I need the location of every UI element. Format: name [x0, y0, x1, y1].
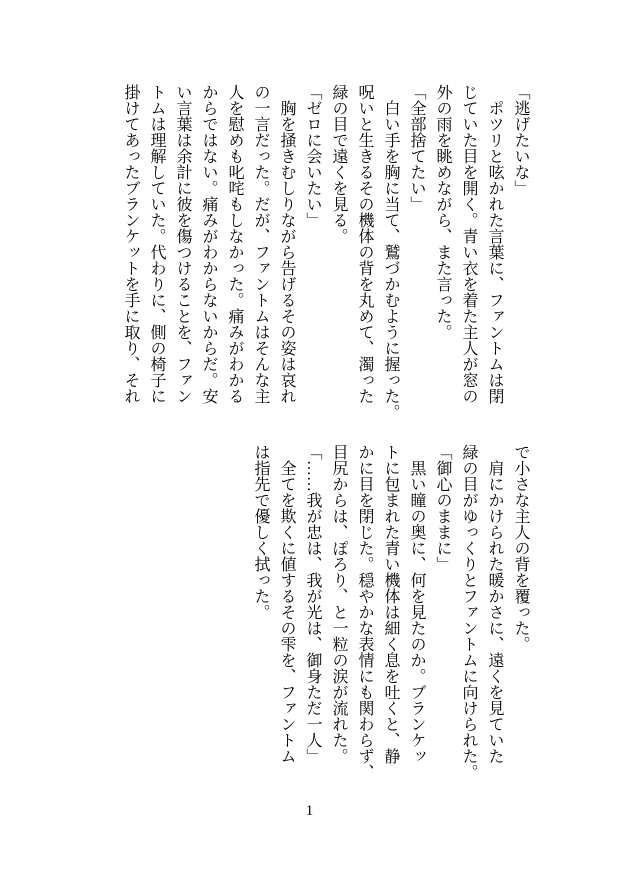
page-number: 1	[305, 803, 314, 819]
text-column: ポツリと呟かれた言葉に、ファントムは閉	[486, 84, 503, 404]
text-column: 黒い瞳の奥に、何を見たのか。ブランケッ	[408, 444, 425, 764]
text-column: 「ゼロに会いたい」	[304, 84, 321, 228]
text-column: 「……我が忠は、我が光は、御身ただ一人」	[304, 444, 321, 764]
text-column: 呪いと生きるその機体の背を丸めて、濁った	[356, 84, 373, 404]
text-column: 白い手を胸に当て、鷲づかむように握った。	[382, 84, 399, 420]
text-column: じていた目を開く。青い衣を着た主人が窓の	[460, 84, 477, 404]
text-column: 全てを欺くに値するその雫を、ファントム	[278, 444, 295, 764]
text-band-upper	[117, 84, 533, 420]
text-column: 緑の目がゆっくりとファントムに向けられた。	[460, 444, 477, 780]
text-column: 目尻からは、ぽろり、と一粒の涙が流れた。	[330, 444, 347, 764]
text-column: 掛けてあったブランケットを手に取り、それ	[122, 84, 139, 404]
text-column: 胸を掻きむしりながら告げるその姿は哀れ	[278, 84, 295, 404]
text-column: 人を慰めも叱咤もしなかった。痛みがわかる	[226, 84, 243, 404]
text-column: トに包まれた青い機体は細く息を吐くと、静	[382, 444, 399, 764]
text-column: からではない。痛みがわからないからだ。安	[200, 84, 217, 404]
text-column: で小さな主人の背を覆った。	[512, 444, 529, 652]
text-column: 外の雨を眺めながら、また言った。	[434, 84, 451, 340]
text-column: トムは理解していた。代わりに、側の椅子に	[148, 84, 165, 404]
text-column: い言葉は余計に彼を傷つけることを、ファン	[174, 84, 191, 404]
text-column: 「御心のままに」	[434, 444, 451, 572]
text-band-lower	[247, 444, 533, 780]
text-column: は指先で優しく拭った。	[252, 444, 269, 620]
text-column: 「逃げたいな」	[512, 84, 529, 196]
text-column: 肩にかけられた暖かさに、遠くを見ていた	[486, 444, 503, 764]
text-column: 緑の目で遠くを見る。	[330, 84, 347, 244]
text-column: の一言だった。だが、ファントムはそんな主	[252, 84, 269, 404]
text-column: 「全部捨てたい」	[408, 84, 425, 212]
text-column: かに目を閉じた。穏やかな表情にも関わらず、	[356, 444, 373, 780]
